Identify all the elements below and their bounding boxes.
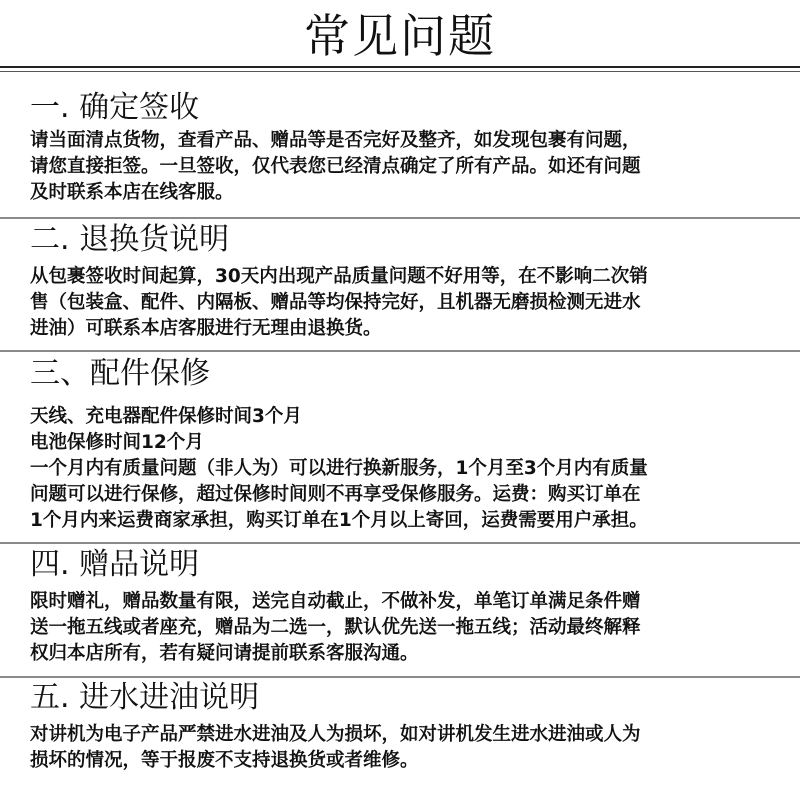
section-water-oil-damage [0, 678, 800, 774]
section-confirm-receipt [0, 88, 800, 206]
body-line: 请当面清点货物，查看产品、赠品等是否完好及整齐，如发现包裹有问题， [30, 130, 641, 151]
body-line: 限时赠礼，赠品数量有限，送完自动截止，不做补发，单笔订单满足条件赠 [30, 591, 641, 612]
body-line: 送一拖五线或者座充，赠品为二选一，默认优先送一拖五线；活动最终解释 [30, 617, 641, 638]
body-line: 进油）可联系本店客服进行无理由退换货。 [30, 318, 382, 339]
section-heading: 四. 赠品说明 [30, 547, 200, 582]
body-line: 权归本店所有，若有疑问请提前联系客服沟通。 [30, 643, 419, 664]
section-heading: 一. 确定签收 [30, 90, 200, 125]
body-line: 一个月内有质量问题（非人为）可以进行换新服务，1个月至3个月内有质量 [30, 458, 648, 479]
section-body [0, 264, 755, 342]
section-heading: 二. 退换货说明 [30, 222, 230, 257]
page-title: 常见问题 [304, 9, 496, 63]
section-heading: 三、配件保修 [30, 356, 210, 391]
body-line: 问题可以进行保修，超过保修时间则不再享受保修服务。运费：购买订单在 [30, 484, 641, 505]
section-return-exchange [0, 220, 800, 342]
title-rule [0, 66, 800, 68]
section-divider [0, 217, 800, 219]
section-heading: 五. 进水进油说明 [30, 680, 260, 715]
section-gift-info [0, 545, 800, 667]
body-line: 售（包装盒、配件、内隔板、赠品等均保持完好，且机器无磨损检测无进水 [30, 292, 641, 313]
body-line: 电池保修时间12个月 [30, 432, 204, 453]
section-divider [0, 542, 800, 544]
body-line: 1个月内来运费商家承担，购买订单在1个月以上寄回，运费需要用户承担。 [30, 510, 648, 531]
section-body [0, 722, 755, 774]
body-line: 损坏的情况，等于报废不支持退换货或者维修。 [30, 750, 419, 771]
section-body [0, 404, 755, 534]
body-line: 请您直接拒签。一旦签收，仅代表您已经清点确定了所有产品。如还有问题 [30, 156, 641, 177]
body-line: 对讲机为电子产品严禁进水进油及人为损坏，如对讲机发生进水进油或人为 [30, 724, 641, 745]
section-accessory-warranty [0, 354, 800, 534]
body-line: 天线、充电器配件保修时间3个月 [30, 406, 302, 427]
body-line: 及时联系本店在线客服。 [30, 182, 234, 203]
section-body [0, 589, 755, 667]
title-rule-secondary [0, 71, 800, 72]
section-divider [0, 350, 800, 352]
section-body [0, 128, 755, 206]
body-line: 从包裹签收时间起算，30天内出现产品质量问题不好用等，在不影响二次销 [30, 266, 648, 287]
